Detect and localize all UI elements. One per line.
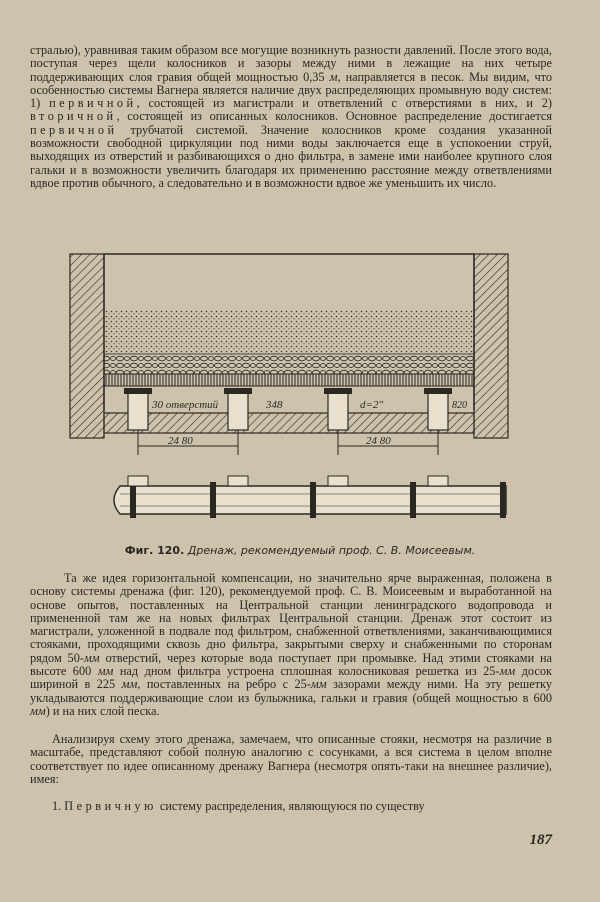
spaced-word-primary: первичной [49,96,137,111]
spaced-word-primary-3: Первичную [64,799,157,813]
p2-text-b: отверстий, через которые вода поступает при промывке. Над этими стояками на высоте 600 [30,650,552,679]
unit-mm-5: мм [310,677,327,692]
p1-text-b: , направляется в песок. Мы видим, что особенностью системы Вагнера является наличие двух распределяющих промывную воду систем: 1) [30,69,552,111]
label-2480-left: 24 80 [168,435,193,447]
gravel-layer [104,354,474,374]
riser-2 [224,388,252,430]
unit-mm-2: мм [97,664,114,679]
p2-text-f: зазорами между ними. На эту решетку укладываются поддерживающие слои из булыжника, гальки и гравия (общей мощностью в 600 [30,677,553,705]
right-wall [474,254,508,438]
grating [104,374,474,386]
unit-m: м [329,69,338,84]
label-820: 820 [452,400,467,411]
caption-text: Дренаж, рекомендуемый проф. С. В. Моисеевым. [184,544,476,557]
p2-text-c: над дном фильтра устроена сплошная колосниковая решетка из 25- [113,664,500,679]
drainage-figure [60,250,530,540]
label-348: 348 [266,399,283,411]
figure-caption [0,544,600,557]
riser-1 [124,388,152,430]
spaced-word-primary-2: первичной [30,122,118,137]
label-2480-right: 24 80 [366,435,391,447]
p2-text-d: досок шириной в 225 [30,664,552,692]
paragraph-3 [30,733,552,786]
label-d2: d=2" [360,399,384,411]
p4-number: 1. [52,799,65,813]
unit-mm-4: мм [121,677,138,692]
pipe-stubs [128,476,448,486]
p2-text-a: Та же идея горизонтальной компенсации, но значительно ярче выраженная, положена в основу системы дренажа (фиг. 120), рекомендуемой проф. С. В. Моисеевым и выработанной на основе опытов, поставленных на Центральной станции ленинградского водопровода и примененной там же на новых фильтрах Центральной станции. Дренаж этот состоит из магистрали, уложенной в подвале под фильтром, снабженной ответвлениями, заканчивающимися стояками, проходящими сквозь дно фильтра, закрытыми сверху и снабженными по сторонам рядом 50- [30,571,552,665]
unit-mm-6: мм [30,703,46,718]
riser-4 [424,388,452,430]
page-number: 187 [529,832,552,848]
p2-text-g: ) и на них слой песка. [45,703,160,718]
main-pipe [114,482,506,518]
left-wall [70,254,104,438]
p2-text-e: , поставленных на ребро с 25- [137,677,311,692]
riser-3 [324,388,352,430]
p1-text-c: , состоящей из магистрали и ответвлений с отверстиями в них, и 2) [136,96,552,111]
p3-text: Анализируя схему этого дренажа, замечаем, что описанные стояки, несмотря на различие в масштабе, представляют собой полную аналогию с сосунками, а вся система в целом вполне соответствует по идее описанному дренажу Вагнера (несмотря опять-таки на внешнее различие), имея: [30,732,552,786]
label-holes: 30 отверстий [152,399,219,411]
p4-text: систему распределения, являющуюся по существу [156,799,425,813]
paragraph-1 [30,44,552,190]
paragraph-2 [30,572,552,718]
p1-text-d: , состоящей из описанных колосников. Основное распределение достигается [116,109,552,124]
unit-mm-3: мм [499,664,516,679]
p1-text-e: трубчатой системой. Значение колосников кроме создания указанной возможности свободной циркуляции под ними воды заключается еще в успокоении струй, выходящих из отверстий и разбивающихся о дно фильтра, в замене ими наиболее крупного слоя гальки и в возможности увеличить благодаря их применению расстояние между ответвлениями вдвое против обычного, а следовательно и в возможности вдвое же уменьшить их число. [30,122,552,190]
p1-text-a: стралью), уравнивая таким образом все могущие возникнуть разности давлений. После этого вода, поступая через щели колосников и зазоры между ними в лежащие на них четыре поддерживающих слоя гравия общей мощностью 0,35 [30,43,552,84]
unit-mm-1: мм [83,650,100,665]
filter-bottom [104,413,474,433]
spaced-word-secondary: вторичной [30,109,117,124]
paragraph-4 [30,800,552,813]
caption-fig-number: Фиг. 120. [124,544,185,557]
sand-layer [104,310,474,354]
